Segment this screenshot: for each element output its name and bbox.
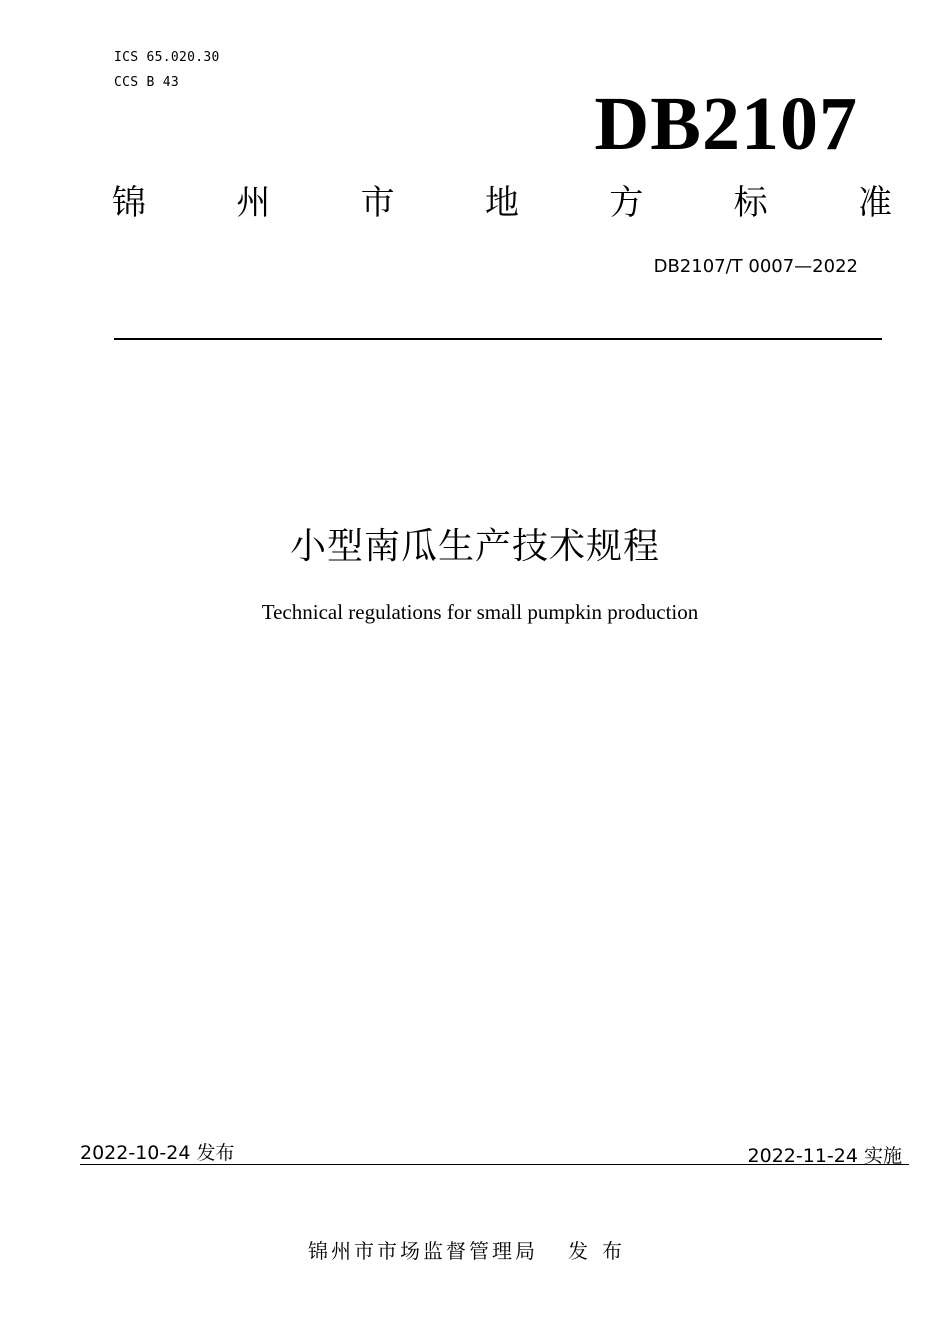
standard-type-char: 市	[360, 183, 395, 223]
standard-number: DB2107/T 0007—2022	[653, 256, 858, 277]
standard-type-char: 州	[236, 183, 271, 223]
standard-type-char: 方	[609, 183, 644, 223]
standard-type-char: 地	[484, 183, 519, 223]
standard-type-char: 标	[733, 183, 768, 223]
ccs-code: CCS B 43	[114, 75, 180, 90]
footer-divider	[80, 1164, 909, 1165]
db-code-heading: DB2107	[594, 82, 858, 166]
publish-action: 发布	[568, 1239, 636, 1263]
ics-code: ICS 65.020.30	[114, 50, 220, 65]
implementation-date: 2022-11-24 实施	[747, 1145, 902, 1167]
document-title-english: Technical regulations for small pumpkin production	[261, 600, 699, 624]
publisher-name: 锦州市市场监督管理局	[308, 1239, 538, 1263]
publisher-line	[308, 1235, 636, 1264]
standard-type-char: 准	[857, 183, 892, 223]
document-title-chinese: 小型南瓜生产技术规程	[289, 526, 660, 567]
standard-type-char: 锦	[112, 183, 146, 223]
standard-type-heading	[112, 183, 892, 223]
header-divider	[114, 338, 882, 340]
issue-date: 2022-10-24 发布	[80, 1142, 235, 1164]
